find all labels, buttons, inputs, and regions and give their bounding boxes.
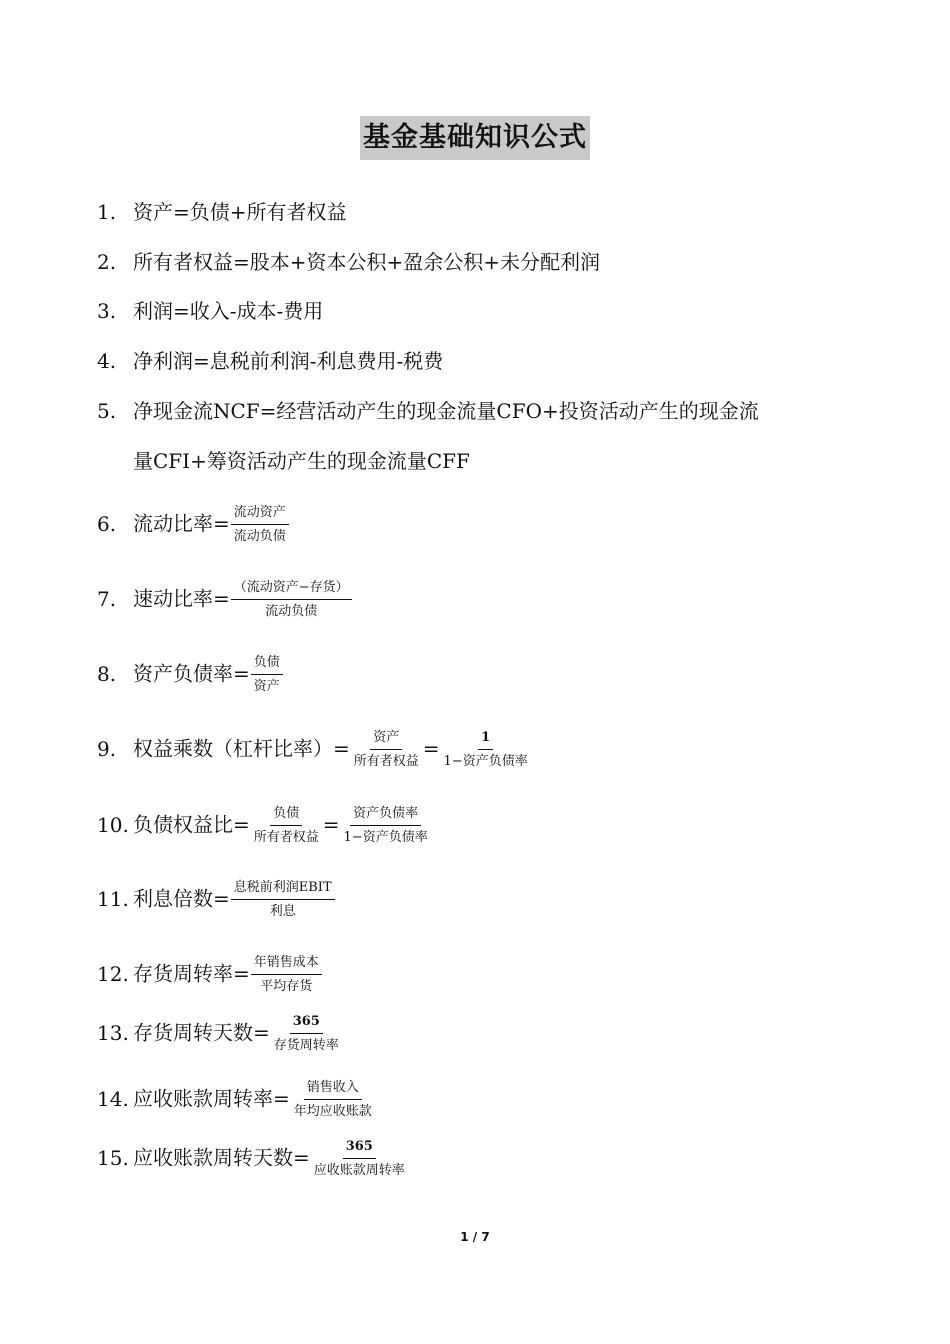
item-number: 14. [97,1086,129,1111]
formula-label: 流动比率= [133,511,230,536]
item-number: 9. [97,736,117,761]
fraction [311,1139,408,1179]
formula-text: 利润=收入-成本-费用 [133,299,324,323]
formula-text: 所有者权益=股本+资本公积+盈余公积+未分配利润 [133,250,601,274]
item-number: 12. [97,961,129,986]
item-number: 10. [97,812,129,837]
formula-9 [97,730,880,770]
denominator: 平均存货 [260,979,313,994]
numerator: 资产 [370,730,402,750]
formula-7 [97,580,880,620]
formula-8 [97,655,880,695]
formula-label: 资产负债率= [133,661,250,686]
formula-text: 资产=负债+所有者权益 [133,200,347,224]
formula-text: 净利润=息税前利润-利息费用-税费 [133,349,444,373]
formula-12 [97,955,880,995]
formula-label: 权益乘数（杠杆比率）= [133,736,350,761]
formula-label: 速动比率= [133,586,230,611]
fraction [251,655,283,695]
item-number: 1. [97,200,117,224]
denominator: 所有者权益 [353,754,419,769]
numerator: 流动资产 [231,505,289,525]
formula-label: 负债权益比= [133,812,250,837]
numerator: 资产负债率 [350,806,421,826]
item-number: 5. [97,399,117,423]
numerator: （流动资产−存货） [231,580,352,600]
numerator: 365 [290,1014,323,1034]
denominator: 存货周转率 [273,1038,339,1053]
item-number: 8. [97,661,117,686]
formula-15 [97,1139,880,1179]
formula-3 [97,298,880,324]
fraction [351,730,422,770]
item-number: 7. [97,586,117,611]
item-number: 13. [97,1020,129,1045]
formula-4 [97,348,880,374]
item-number: 3. [97,299,117,323]
page-number: 1 / 7 [460,1230,490,1244]
formula-text: 净现金流NCF=经营活动产生的现金流量CFO+投资活动产生的现金流 [133,399,759,423]
numerator: 息税前利润EBIT [231,880,335,900]
fraction [441,730,531,770]
numerator: 销售收入 [304,1080,362,1100]
numerator: 负债 [251,655,283,675]
denominator: 1−资产负债率 [443,754,528,769]
formula-label: 应收账款周转率= [133,1086,290,1111]
item-number: 15. [97,1145,129,1170]
formula-label: 利息倍数= [133,886,230,911]
item-number: 2. [97,250,117,274]
formula-2 [97,249,880,275]
equals-sign: = [422,736,440,761]
fraction [251,955,322,995]
fraction [231,505,289,545]
fraction [341,806,431,846]
fraction [251,806,322,846]
formula-label: 存货周转天数= [133,1020,270,1045]
numerator: 365 [343,1139,376,1159]
numerator: 年销售成本 [251,955,322,975]
fraction [271,1014,342,1054]
denominator: 流动负债 [265,604,318,619]
equals-sign: = [322,812,340,837]
denominator: 资产 [253,679,280,694]
denominator: 年均应收账款 [293,1104,372,1119]
item-number: 6. [97,511,117,536]
formula-label: 应收账款周转天数= [133,1145,310,1170]
formula-6 [97,505,880,545]
page-title: 基金基础知识公式 [360,116,590,160]
item-number: 11. [97,886,129,911]
formula-13 [97,1014,880,1054]
denominator: 所有者权益 [253,830,319,845]
formula-14 [97,1080,880,1120]
formula-5 [97,398,880,424]
numerator: 1 [478,730,493,750]
numerator: 负债 [270,806,302,826]
formula-11 [97,880,880,920]
item-number: 4. [97,349,117,373]
title-container [0,116,950,160]
fraction [291,1080,375,1120]
denominator: 应收账款周转率 [313,1163,405,1178]
formula-1 [97,199,880,225]
denominator: 利息 [269,904,296,919]
fraction [231,580,352,620]
denominator: 1−资产负债率 [343,830,428,845]
denominator: 流动负债 [233,529,286,544]
formula-label: 存货周转率= [133,961,250,986]
formula-5-continued: 量CFI+筹资活动产生的现金流量CFF [133,449,470,473]
fraction [231,880,335,920]
formula-10 [97,806,880,846]
